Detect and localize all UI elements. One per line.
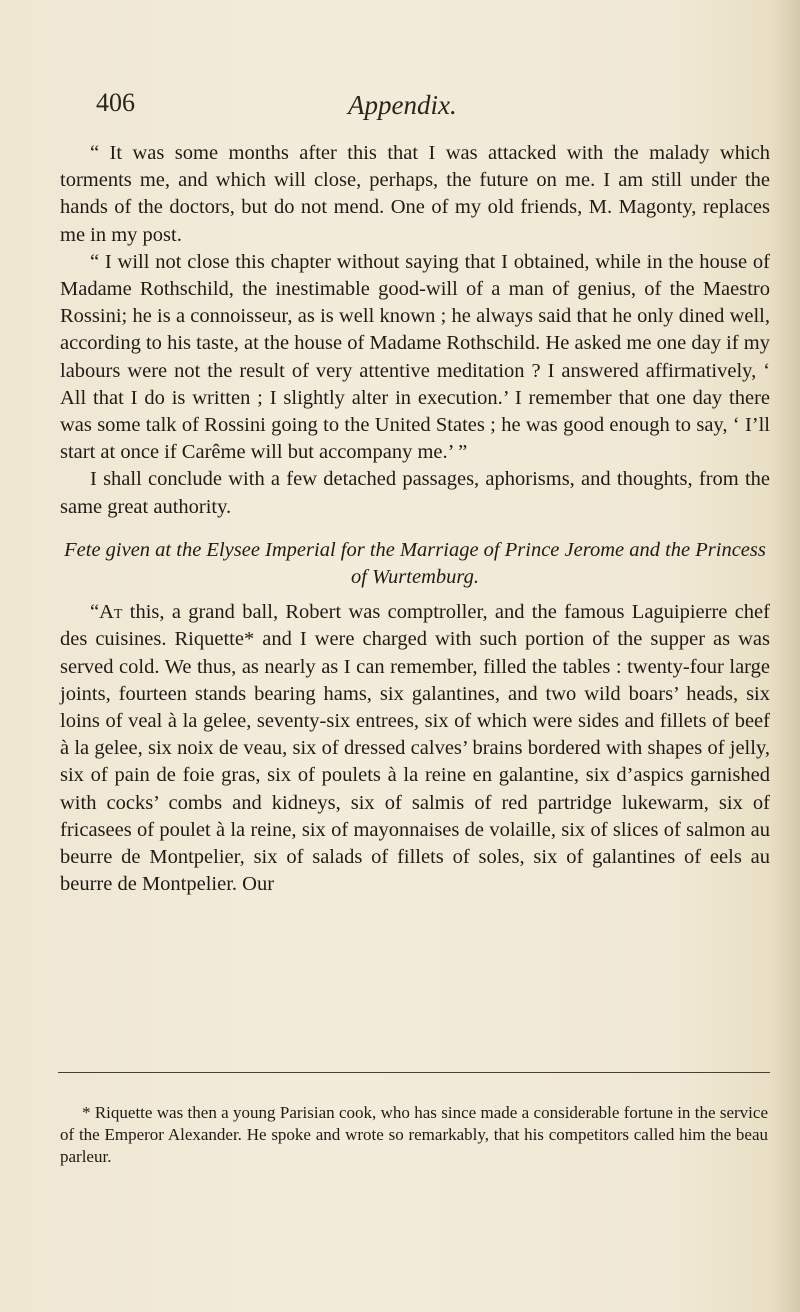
page-header bbox=[96, 88, 776, 128]
footnote-rule bbox=[58, 1072, 770, 1073]
paragraph-2: “ I will not close this chapter without saying that I obtained, while in the house of Madame Rothschild, the inestimable good-will of a man of genius, of the Maestro Rossini; he is a connoisseur, as is well known ; he always said that he only dined well, according to his taste, at the house of Madame Rothschild. He asked me one day if my labours were not the result of very attentive meditation ? I answered affirmatively, ‘ All that I do is written ; I slightly alter in execution.’ I remember that one day there was some talk of Rossini going to the United States ; he was good enough to say, ‘ I’ll start at once if Carême will but accompany me.’ ” bbox=[60, 250, 770, 464]
section-heading: Fete given at the Elysee Imperial for the Marriage of Prince Jerome and the Princess of Wurtemburg. bbox=[64, 538, 766, 589]
lead-quote: “ bbox=[90, 601, 100, 624]
section-paragraph bbox=[60, 599, 770, 898]
page-number: 406 bbox=[96, 88, 135, 117]
lead-caps: At bbox=[99, 601, 123, 624]
footnote bbox=[60, 1102, 768, 1168]
running-head: Appendix. bbox=[348, 90, 457, 120]
page-edge-shadow bbox=[770, 0, 800, 1312]
paragraph-3: I shall conclude with a few detached passages, aphorisms, and thoughts, from the same great authority. bbox=[60, 468, 770, 518]
paragraph-1: “ It was some months after this that I was attacked with the malady which torments me, and which will close, perhaps, the future on me. I am still under the hands of the doctors, but do not mend. One of my old friends, M. Magonty, replaces me in my post. bbox=[60, 142, 770, 246]
footnote-text: * Riquette was then a young Parisian cook, who has since made a considerable fortune in the service of the Emperor Alexander. He spoke and wrote so remarkably, that his competitors called him the beau parleur. bbox=[60, 1103, 768, 1166]
section-paragraph-text: this, a grand ball, Robert was comptroller, and the famous Laguipierre chef des cuisines. Riquette* and I were charged with such portion of the supper as was served cold. We thus, as nearly as I can remember, filled the tables : twenty-four large joints, fourteen stands bearing hams, six galantines, and two wild boars’ heads, six loins of veal à la gelee, seventy-six entrees, six of which were sides and fillets of beef à la gelee, six noix de veau, six of dressed calves’ brains bordered with shapes of jelly, six of pain de foie gras, six of poulets à la reine en galantine, six d’aspics garnished with cocks’ combs and kidneys, six of salmis of red partridge lukewarm, six of fricasees of poulet à la reine, six of mayonnaises de volaille, six of slices of salmon au beurre de Montpelier, six of salads of fillets of soles, six of galantines of eels au beurre de Montpelier. Our bbox=[60, 601, 770, 896]
body-text bbox=[60, 140, 770, 898]
